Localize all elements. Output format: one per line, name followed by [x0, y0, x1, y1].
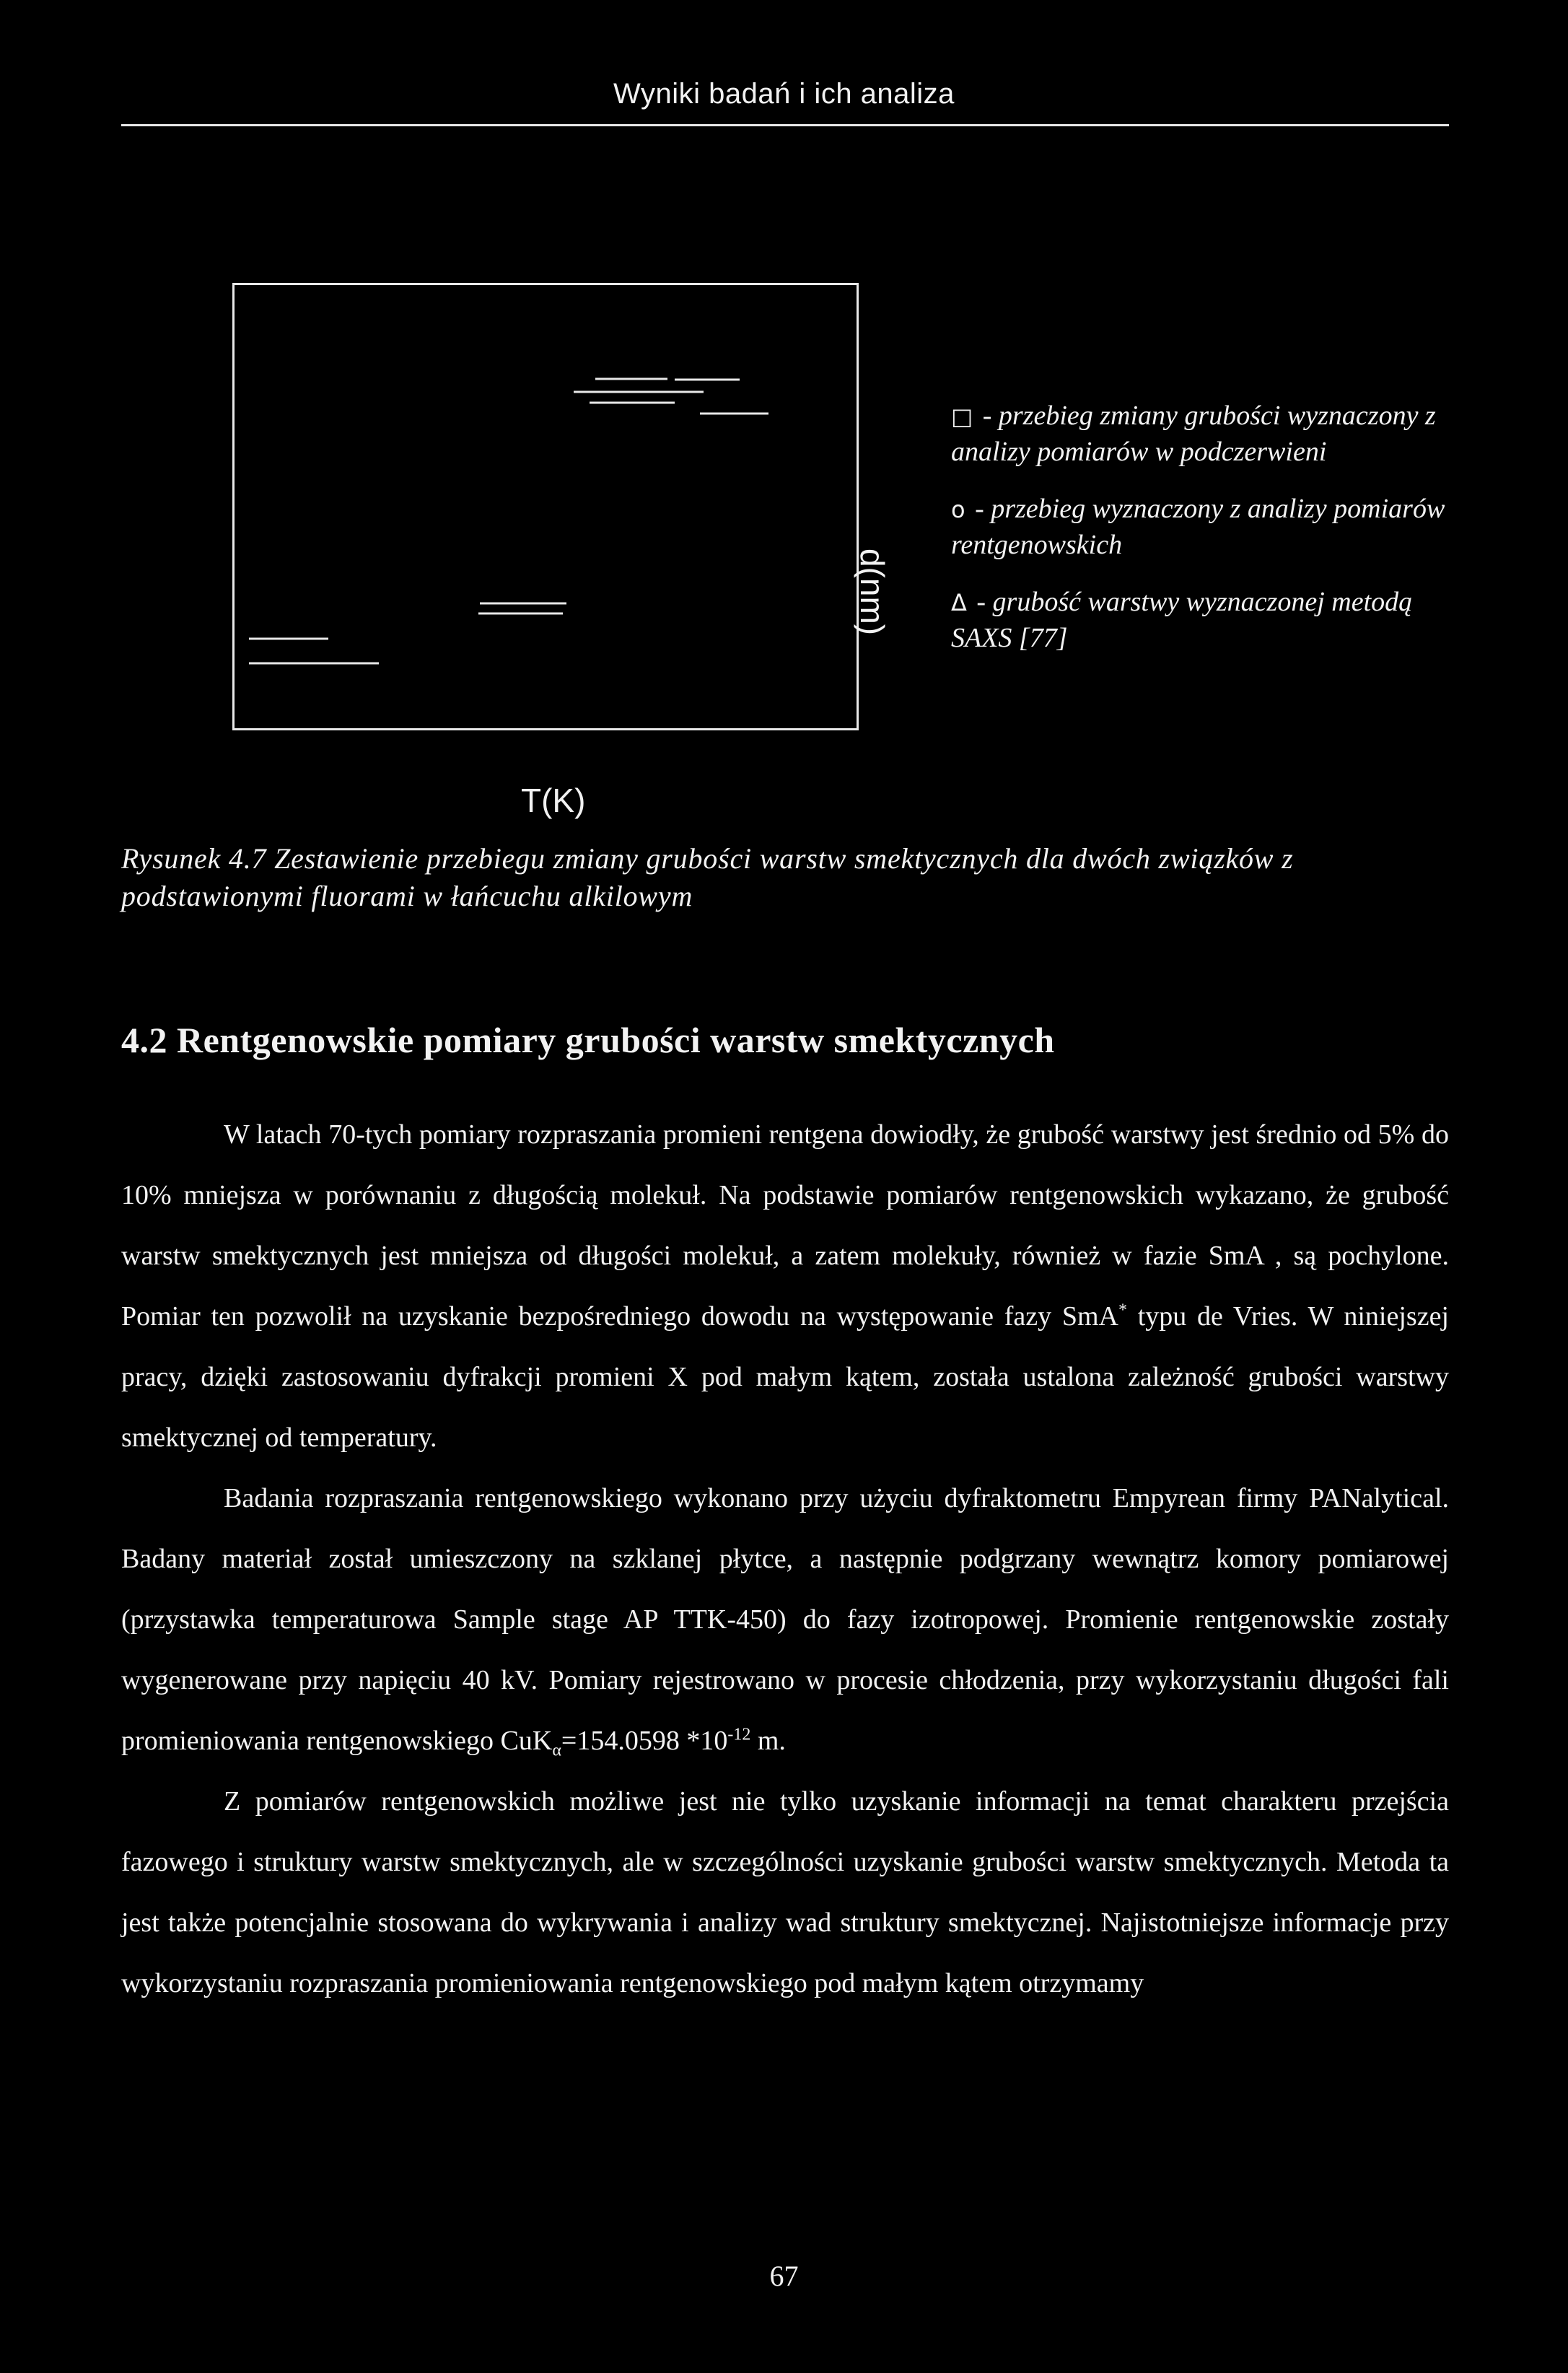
section-title: 4.2 Rentgenowskie pomiary grubości warstw smektycznych — [121, 1020, 1055, 1060]
x-axis-label: T(K) — [521, 782, 586, 819]
legend-entry-saxs — [951, 585, 1471, 656]
figure-plot-frame — [232, 283, 859, 730]
running-header: Wyniki badań i ich analiza — [613, 78, 955, 110]
paragraph-text: m. — [750, 1726, 786, 1756]
page-number: 67 — [769, 2260, 799, 2292]
superscript: -12 — [727, 1725, 751, 1744]
figure-plot-traces — [235, 285, 857, 728]
paragraph-text: W latach 70-tych pomiary rozpraszania promieni rentgena dowiodły, że grubość warstwy jest średnio od 5% do 10% mniejsza w porównaniu z długością molekuł. Na podstawie pomiarów rentgenowskich wykazano, że grubość warstw smektycznych jest mniejsza od długości molekuł, a zatem molekuły, również w fazie SmA , są pochylone. Pomiar ten pozwolił na uzyskanie bezpośredniego dowodu na występowanie fazy SmA — [121, 1119, 1449, 1332]
paragraph-text: =154.0598 *10 — [561, 1726, 728, 1756]
triangle-marker-icon: Δ — [951, 589, 967, 616]
figure-legend — [951, 398, 1471, 678]
body-text — [121, 1104, 1449, 2014]
paragraph-text: Badania rozpraszania rentgenowskiego wykonano przy użyciu dyfraktometru Empyrean firmy PANalytical. Badany materiał został umieszczony na szklanej płytce, a następnie podgrzany wewnątrz komory pomiarowej (przystawka temperaturowa Sample stage AP TTK-450) do fazy izotropowej. Promienie rentgenowskie zostały wygenerowane przy napięciu 40 kV. Pomiary rejestrowano w procesie chłodzenia, przy wykorzystaniu długości fali promieniowania rentgenowskiego CuK — [121, 1483, 1449, 1756]
superscript: * — [1118, 1301, 1127, 1320]
paragraph: Z pomiarów rentgenowskich możliwe jest nie tylko uzyskanie informacji na temat charakteru przejścia fazowego i struktury warstw smektycznych, ale w szczególności uzyskanie grubości warstw smektycznych. Metoda ta jest także potencjalnie stosowana do wykrywania i analizy wad struktury smektycznej. Najistotniejsze informacje przy wykorzystaniu rozpraszania promieniowania rentgenowskiego pod małym kątem otrzymamy — [121, 1786, 1449, 1998]
paragraph — [121, 1104, 1449, 1468]
legend-entry-xray — [951, 491, 1471, 563]
subscript: α — [552, 1741, 561, 1760]
legend-text: - przebieg zmiany grubości wyznaczony z analizy pomiarów w podczerwieni — [951, 401, 1436, 467]
legend-entry-infrared — [951, 398, 1471, 470]
legend-text: - przebieg wyznaczony z analizy pomiarów rentgenowskich — [951, 494, 1445, 560]
figure-caption: Rysunek 4.7 Zestawienie przebiegu zmiany grubości warstw smektycznych dla dwóch związków z podstawionymi fluorami w łańcuchu alkilowym — [121, 842, 1294, 912]
circle-marker-icon: o — [951, 496, 965, 523]
legend-text: - grubość warstwy wyznaczonej metodą SAXS [77] — [951, 587, 1413, 653]
header-rule — [121, 124, 1449, 126]
paragraph-text: typu de Vries. W niniejszej pracy, dzięki zastosowaniu dyfrakcji promieni X pod małym kątem, została ustalona zależność grubości warstwy smektycznej od temperatury. — [121, 1301, 1449, 1453]
y-axis-label: d(nm) — [854, 549, 891, 636]
square-marker-icon: □ — [951, 403, 973, 430]
paragraph — [121, 1468, 1449, 1771]
